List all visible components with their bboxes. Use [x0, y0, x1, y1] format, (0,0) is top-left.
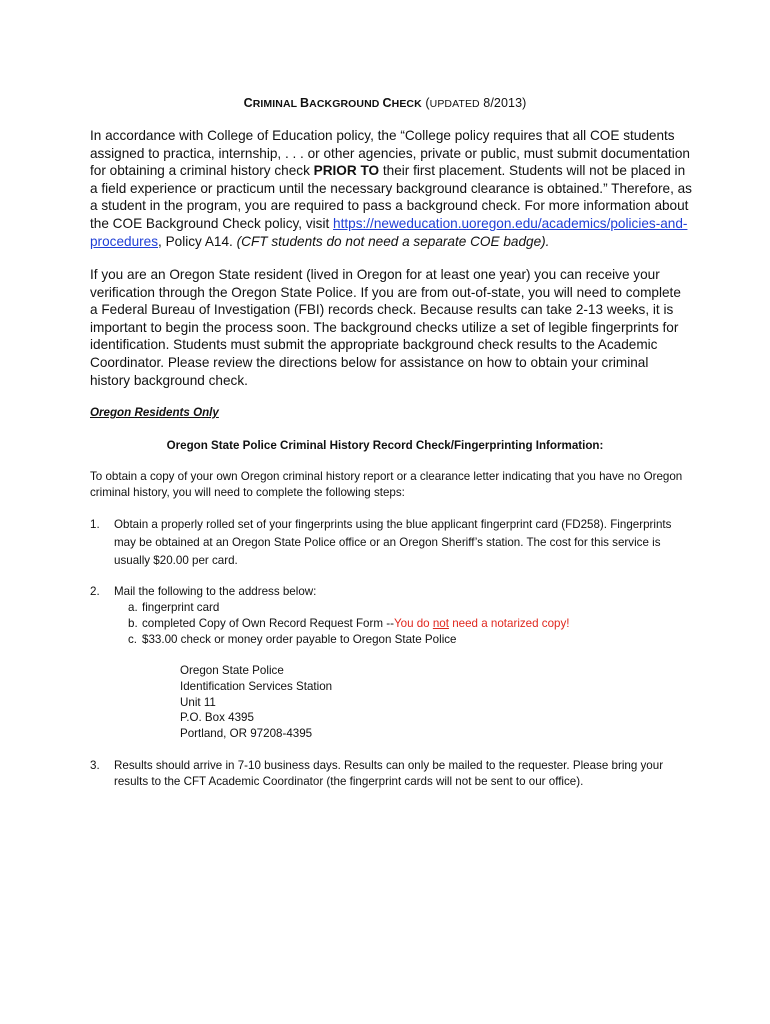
list-item: c. $33.00 check or money order payable to Oregon State Police [128, 633, 457, 646]
mail-list [128, 600, 690, 648]
sub-heading: Oregon State Police Criminal History Record Check/Fingerprinting Information: [166, 439, 604, 452]
step-2: 2. Mail the following to the address below: a. fingerprint card b. completed Copy of Own Record Request Form --You do not need a notarized copy! c. $33.00 check or money order payable to Oregon State Police [90, 584, 690, 648]
notarized-warning: You do not need a notarized copy! [393, 617, 570, 630]
policy-link[interactable]: https://neweducation.uoregon.edu/academics/policies-and-procedures [90, 215, 688, 249]
step-1: 1. Obtain a properly rolled set of your fingerprints using the blue applicant fingerprint card (FD258). Fingerprints may be obtained at an Oregon State Police office or an Oregon Sheriff’s station. The cost for this service is usually $20.00 per card. [90, 518, 672, 567]
page-title: CRIMINAL BACKGROUND CHECK (UPDATED 8/2013) [243, 96, 527, 110]
list-item: a. fingerprint card [128, 601, 220, 614]
step-3: 3. Results should arrive in 7-10 business days. Results can only be mailed to the requester. Please bring your results to the CFT Academic Coordinator (the fingerprint cards will not be sent to our office). [90, 759, 664, 788]
residency-paragraph: If you are an Oregon State resident (lived in Oregon for at least one year) you can receive your verification through the Oregon State Police. If you are from out-of-state, you will need to complete a Federal Bureau of Investigation (FBI) records check. Because results can take 2-13 weeks, it is important to begin the process soon. The background checks utilize a set of legible fingerprints for identification. Students must submit the appropriate background check results to the Academic Coordinator. Please review the directions below for assistance on how to obtain your criminal history background check. [90, 267, 681, 388]
section-heading: Oregon Residents Only [90, 406, 219, 419]
mailing-address: Oregon State Police Identification Services Station Unit 11 P.O. Box 4395 Portland, OR 97208-4395 [180, 664, 333, 741]
intro-text: To obtain a copy of your own Oregon criminal history report or a clearance letter indicating that you have no Oregon criminal history, you will need to complete the following steps: [90, 470, 683, 499]
list-item: b. completed Copy of Own Record Request Form --You do not need a notarized copy! [128, 617, 570, 630]
policy-paragraph: In accordance with College of Education policy, the “College policy requires that all COE students assigned to practica, internship, . . . or other agencies, private or public, must submit documentation for obtaining a criminal history check PRIOR TO their first placement. Students will not be placed in a field experience or practicum until the necessary background clearance is obtained.” Therefore, as a student in the program, you are required to pass a background check. For more information about the COE Background Check policy, visit https://neweducation.uoregon.edu/academics/policies-and-procedures, Policy A14. (CFT students do not need a separate COE badge). [90, 128, 692, 249]
